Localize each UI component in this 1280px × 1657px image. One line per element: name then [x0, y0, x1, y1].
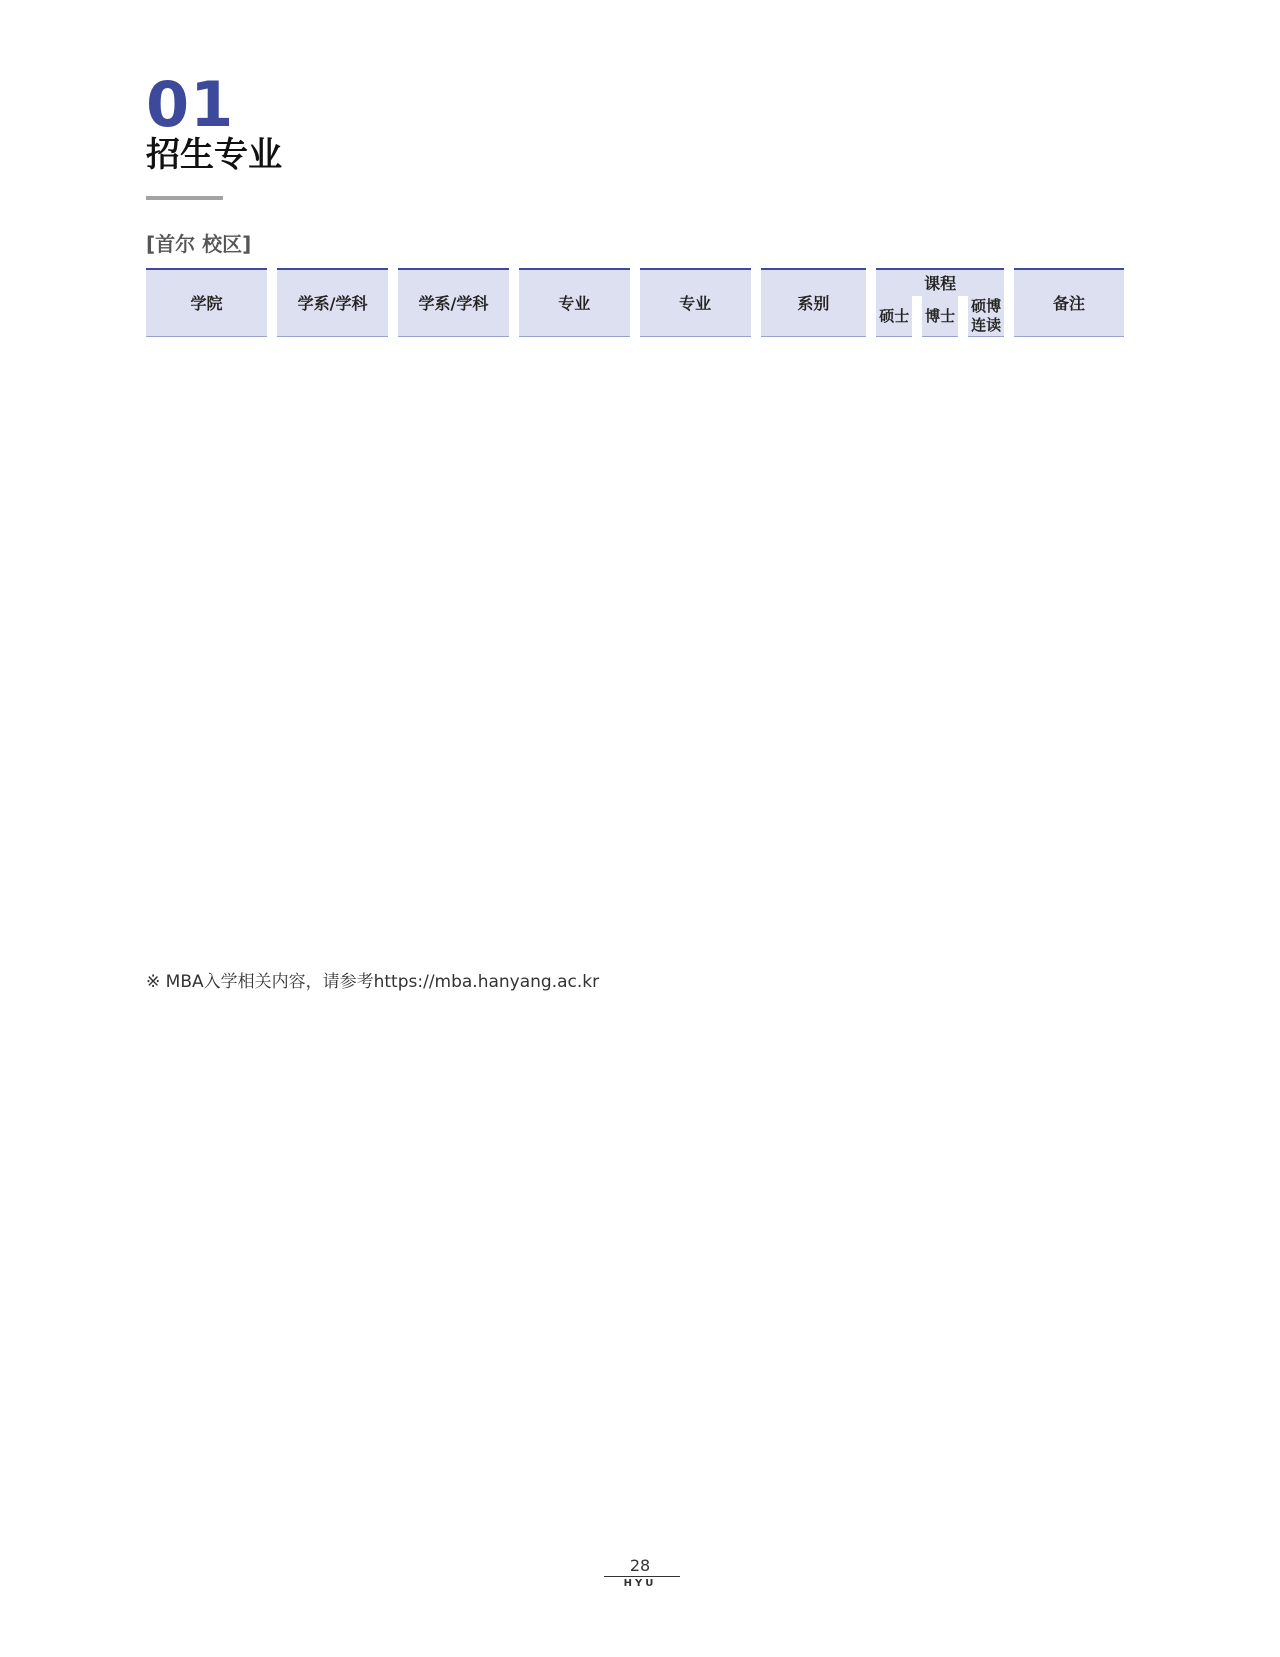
majors-table [136, 268, 1134, 337]
header-course: 课程 [876, 268, 1004, 296]
header-dept-cn: 学系/学科 [398, 268, 509, 337]
header-dept-kr: 学系/学科 [277, 268, 388, 337]
header-doctor: 博士 [922, 296, 958, 337]
section-number: 01 [146, 68, 235, 141]
footnote: ※ MBA入学相关内容，请参考https://mba.hanyang.ac.kr [146, 972, 600, 992]
footer-brand: HYU [623, 1578, 657, 1589]
campus-label: [首尔 校区] [146, 232, 252, 256]
page-number: 28 [629, 1556, 651, 1575]
footer-rule [604, 1576, 680, 1577]
section-title: 招生专业 [146, 135, 282, 175]
title-underline [146, 196, 223, 200]
header-master: 硕士 [876, 296, 912, 337]
header-major-cn: 专业 [640, 268, 751, 337]
header-integrated: 硕博连读 [968, 296, 1004, 337]
header-major-kr: 专业 [519, 268, 630, 337]
header-school-type: 系别 [761, 268, 867, 337]
header-college: 学院 [146, 268, 267, 337]
header-note: 备注 [1014, 268, 1124, 337]
